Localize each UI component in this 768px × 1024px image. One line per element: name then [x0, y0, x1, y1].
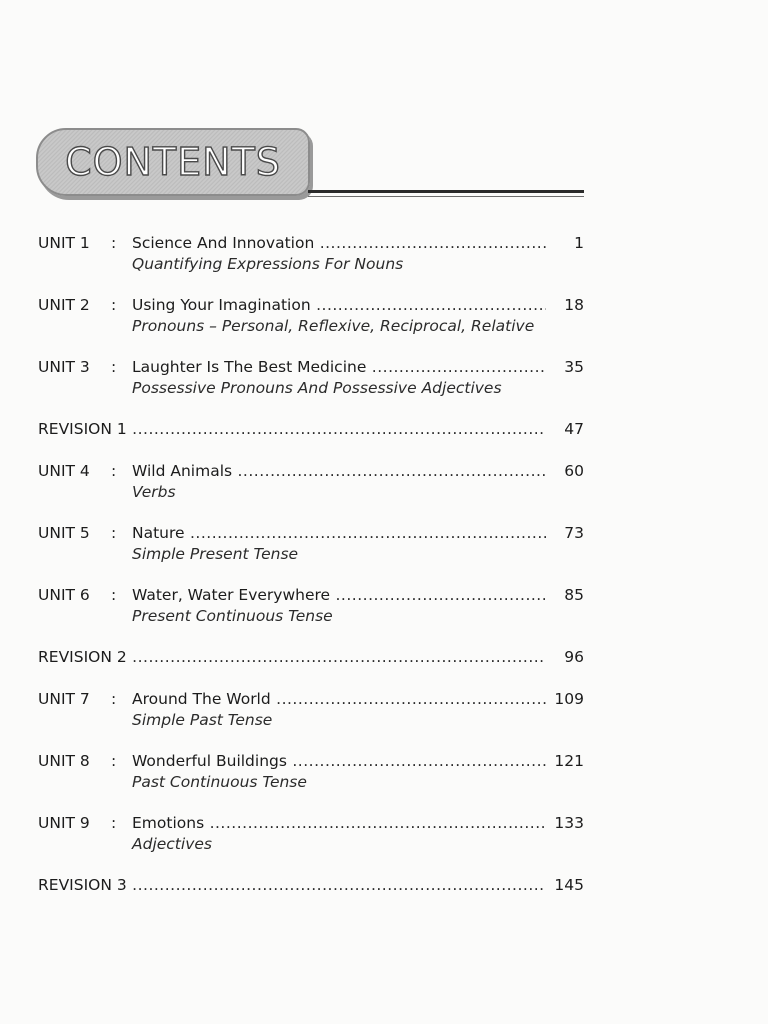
page-number: 145: [554, 876, 584, 894]
toc-entry-unit-3[interactable]: [38, 356, 584, 400]
toc-entry-unit-7[interactable]: [38, 688, 584, 732]
separator-colon: :: [111, 358, 117, 376]
unit-title: Wonderful Buildings .....: [132, 750, 546, 772]
separator-colon: :: [111, 690, 117, 708]
unit-title: Wild Animals .....: [132, 460, 546, 482]
page-number: 18: [564, 296, 584, 314]
unit-label: UNIT 1: [38, 234, 90, 252]
unit-title: Science And Innovation .....: [132, 232, 546, 254]
toc-entry-unit-6[interactable]: [38, 584, 584, 628]
separator-colon: :: [111, 586, 117, 604]
page-number: 85: [564, 586, 584, 604]
header-rule: [308, 190, 584, 193]
unit-title: Around The World .....: [132, 688, 546, 710]
unit-subtitle: Possessive Pronouns And Possessive Adjectives: [132, 379, 502, 397]
unit-subtitle: Present Continuous Tense: [132, 607, 333, 625]
unit-label: UNIT 9: [38, 814, 90, 832]
unit-title: Water, Water Everywhere .....: [132, 584, 546, 606]
toc-entry-revision-1[interactable]: [38, 418, 584, 440]
contents-banner: [36, 128, 310, 196]
unit-subtitle: Simple Present Tense: [132, 545, 299, 563]
page-number: 73: [564, 524, 584, 542]
page-title: CONTENTS: [65, 140, 281, 184]
unit-subtitle: Pronouns – Personal, Reflexive, Reciprocal, Relative: [132, 317, 535, 335]
unit-label: UNIT 3: [38, 358, 90, 376]
separator-colon: :: [111, 814, 117, 832]
unit-subtitle: Simple Past Tense: [132, 711, 273, 729]
page-number: 35: [564, 358, 584, 376]
toc-entry-revision-3[interactable]: [38, 874, 584, 896]
toc-entry-revision-2[interactable]: [38, 646, 584, 668]
unit-label: UNIT 5: [38, 524, 90, 542]
page-number: 133: [554, 814, 584, 832]
contents-header: [36, 128, 586, 202]
toc-entry-unit-5[interactable]: [38, 522, 584, 566]
separator-colon: :: [111, 462, 117, 480]
unit-label: UNIT 7: [38, 690, 90, 708]
unit-label: UNIT 2: [38, 296, 90, 314]
toc-entry-unit-4[interactable]: [38, 460, 584, 504]
unit-title: Using Your Imagination .....: [132, 294, 546, 316]
page-number: 96: [564, 648, 584, 666]
unit-label: UNIT 8: [38, 752, 90, 770]
page-number: 121: [554, 752, 584, 770]
toc-entry-unit-1[interactable]: [38, 232, 584, 276]
page-number: 1: [574, 234, 584, 252]
separator-colon: :: [111, 296, 117, 314]
toc-entry-unit-9[interactable]: [38, 812, 584, 856]
separator-colon: :: [111, 752, 117, 770]
unit-subtitle: Past Continuous Tense: [132, 773, 307, 791]
page-number: 109: [554, 690, 584, 708]
revision-title: REVISION 1 .....: [38, 418, 546, 440]
revision-title: REVISION 3 .....: [38, 874, 546, 896]
unit-label: UNIT 6: [38, 586, 90, 604]
revision-title: REVISION 2 .....: [38, 646, 546, 668]
page-number: 60: [564, 462, 584, 480]
separator-colon: :: [111, 234, 117, 252]
toc-entry-unit-2[interactable]: [38, 294, 584, 338]
unit-title: Laughter Is The Best Medicine .....: [132, 356, 546, 378]
separator-colon: :: [111, 524, 117, 542]
unit-title: Nature .....: [132, 522, 546, 544]
unit-subtitle: Adjectives: [132, 835, 212, 853]
unit-subtitle: Quantifying Expressions For Nouns: [132, 255, 404, 273]
unit-title: Emotions .....: [132, 812, 546, 834]
page-number: 47: [564, 420, 584, 438]
header-rule-thin: [308, 196, 584, 197]
unit-subtitle: Verbs: [132, 483, 176, 501]
unit-label: UNIT 4: [38, 462, 90, 480]
toc-entry-unit-8[interactable]: [38, 750, 584, 794]
